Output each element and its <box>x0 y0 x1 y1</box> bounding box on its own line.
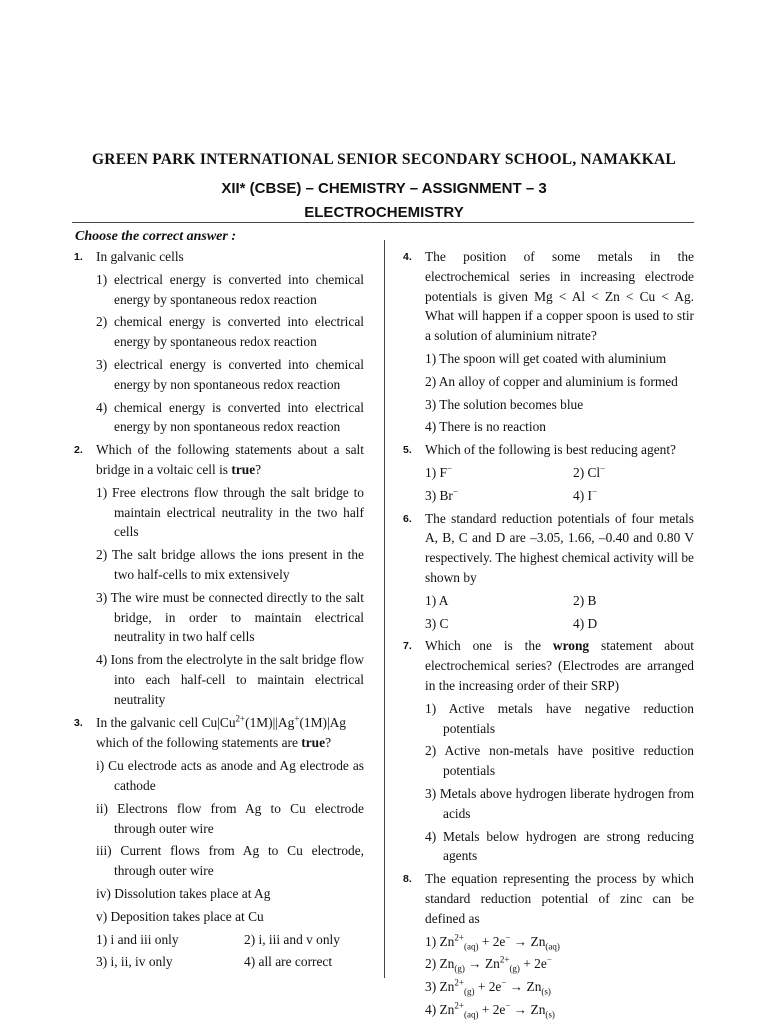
option: 4) There is no reaction <box>425 419 546 435</box>
option: 1) Active metals have negative reduction potentials <box>425 700 694 736</box>
statement: ii) Electrons flow from Ag to Cu electrode through outer wire <box>96 800 364 836</box>
statement: iv) Dissolution takes place at Ag <box>96 885 271 901</box>
left-column <box>74 247 364 975</box>
option: 2) Active non-metals have positive reduction potentials <box>425 743 694 779</box>
column-divider <box>384 240 385 978</box>
question-number: 2. <box>74 444 83 457</box>
option: 1) electrical energy is converted into chemical energy by spontaneous redox reaction <box>96 271 364 307</box>
question-number: 8. <box>403 873 412 886</box>
option: 4) all are correct <box>244 954 333 970</box>
question-number: 3. <box>74 716 83 729</box>
question-2 <box>74 440 364 709</box>
option: 3) electrical energy is converted into chemical energy by non spontaneous redox reaction <box>96 356 364 392</box>
equation-option: 1) $Zn^{2+}_{(aq)} + 2e^- \to Zn_{(aq)}$ <box>425 932 560 952</box>
question-number: 7. <box>403 640 412 653</box>
option: 3) i, ii, iv only <box>96 954 173 970</box>
option: 4) Ions from the electrolyte in the salt bridge flow into each half-cell to maintain electrical neutrality <box>96 652 364 707</box>
topic-title: ELECTROCHEMISTRY <box>304 204 464 221</box>
option: 4) D <box>573 615 598 631</box>
option: 3) The wire must be connected directly to the salt bridge, in order to maintain electrical neutrality in two half cells <box>96 589 364 645</box>
option: 2) i, iii and v only <box>244 931 340 947</box>
option: 2) An alloy of copper and aluminium is formed <box>425 373 678 389</box>
question-text: Which of the following is best reducing agent? <box>425 442 677 458</box>
option-grid <box>96 930 364 973</box>
school-name: GREEN PARK INTERNATIONAL SENIOR SECONDARY SCHOOL, NAMAKKAL <box>92 151 676 168</box>
statement: iii) Current flows from Ag to Cu electrode, through outer wire <box>96 843 364 879</box>
question-text: Which of the following statements about a salt bridge in a voltaic cell is true? <box>96 442 364 477</box>
question-text: The equation representing the process by which standard reduction potential of zinc can be defined as <box>425 871 694 926</box>
question-number: 4. <box>403 251 412 263</box>
option: 3) Br− <box>425 486 458 503</box>
question-text: In the galvanic cell $Cu|Cu^{2+}(1M)||Ag^+(1M)|Ag$ <box>96 713 347 730</box>
equation-option: 4) $Zn^{2+}_{(aq)} + 2e^- \to Zn_{(s)}$ <box>425 1000 555 1020</box>
option: 3) Metals above hydrogen liberate hydrogen from acids <box>425 785 694 821</box>
question-8 <box>403 869 694 1020</box>
option-grid <box>425 591 694 634</box>
header-divider <box>72 222 694 223</box>
question-5 <box>403 440 694 505</box>
option: 2) B <box>573 592 597 608</box>
question-number: 1. <box>74 251 83 263</box>
equation-option: 2) $Zn_{(g)} \to Zn^{2+}_{(g)} + 2e^-$ <box>425 954 552 974</box>
question-6 <box>403 509 694 634</box>
question-text: Which one is the wrong statement about electrochemical series? (Electrodes are arranged in the increasing order of their SRP) <box>425 638 694 693</box>
right-column <box>403 247 694 1023</box>
question-text: which of the following statements are true? <box>96 735 332 751</box>
question-7 <box>403 636 694 866</box>
option: 2) The salt bridge allows the ions present in the two half-cells to mix extensively <box>96 547 364 582</box>
question-number: 6. <box>403 512 412 525</box>
option: 3) The solution becomes blue <box>425 396 584 412</box>
option: 2) Cl− <box>573 463 606 480</box>
question-3 <box>74 713 364 973</box>
option: 1) Free electrons flow through the salt bridge to maintain electrical neutrality in the two half cells <box>96 484 364 540</box>
question-number: 5. <box>403 444 412 457</box>
option: 2) chemical energy is converted into electrical energy by spontaneous redox reaction <box>96 314 364 350</box>
statement: i) Cu electrode acts as anode and Ag electrode as cathode <box>96 758 364 793</box>
question-text: The standard reduction potentials of four metals A, B, C and D are –3.05, 1.66, –0.40 and 0.80 V respectively. The highest chemical activity will be shown by <box>425 510 694 585</box>
option: 1) i and iii only <box>96 931 179 947</box>
option: 1) The spoon will get coated with aluminium <box>425 350 667 366</box>
question-text: In galvanic cells <box>96 249 184 264</box>
option-grid <box>425 463 694 506</box>
option: 4) chemical energy is converted into electrical energy by non spontaneous redox reaction <box>96 399 364 435</box>
question-text: The position of some metals in the electrochemical series in increasing electrode potentials is given Mg < Al < Zn < Cu < Ag. What will happen if a copper spoon is used to stir a solution of aluminium nitrate? <box>425 249 694 344</box>
option: 1) A <box>425 592 449 608</box>
option: 4) I− <box>573 486 598 503</box>
question-4 <box>403 247 694 437</box>
equation-option: 3) $Zn^{2+}_{(g)} + 2e^- \to Zn_{(s)}$ <box>425 977 551 997</box>
option: 1) F− <box>425 463 453 480</box>
instruction: Choose the correct answer : <box>75 229 236 244</box>
option: 3) C <box>425 615 449 631</box>
statement: v) Deposition takes place at Cu <box>96 908 264 924</box>
option: 4) Metals below hydrogen are strong reducing agents <box>425 828 694 864</box>
question-1 <box>74 247 364 437</box>
assignment-subtitle: XII* (CBSE) – CHEMISTRY – ASSIGNMENT – 3 <box>221 180 547 197</box>
